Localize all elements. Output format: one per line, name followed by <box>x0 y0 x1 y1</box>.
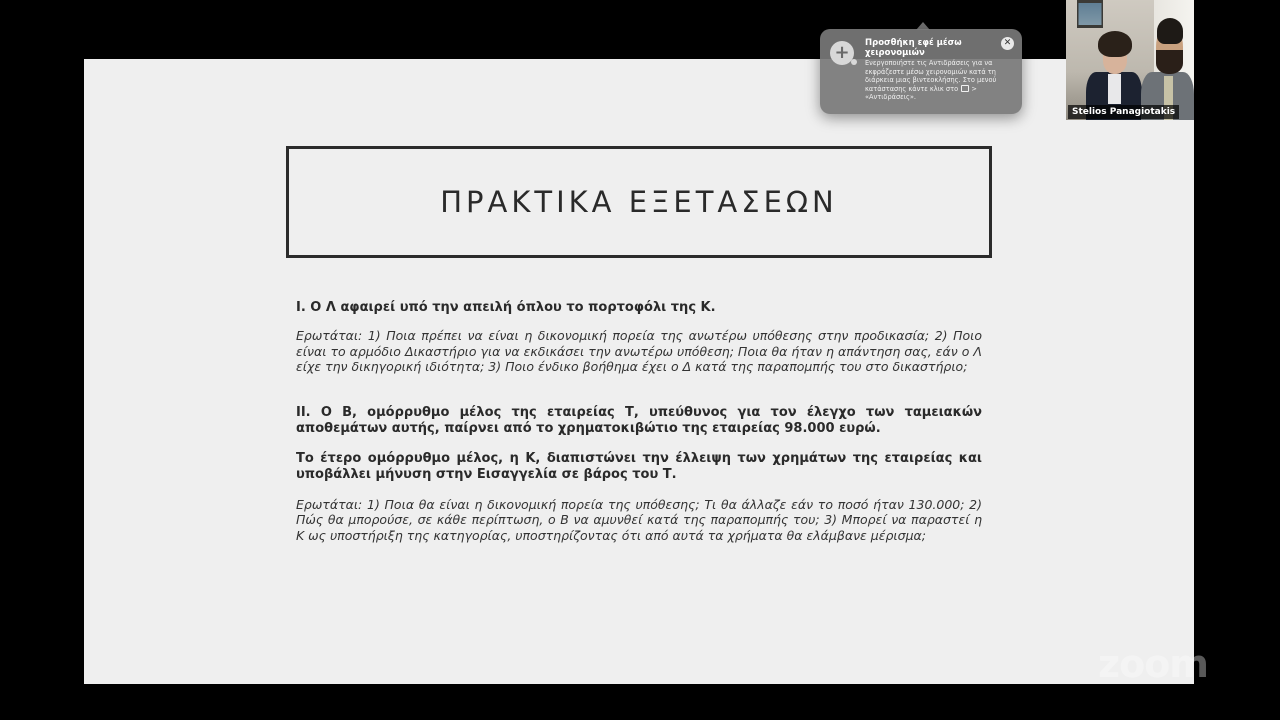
notification-body-text: Ενεργοποιήστε τις Αντιδράσεις για να εκφράζεστε μέσω χειρονομιών κατά τη διάρκεια μιας βιντεοκλήσης. Στο μενού κατάστασης κάντε κλικ στο <box>865 59 997 93</box>
case1-heading: I. Ο Λ αφαιρεί υπό την απειλή όπλου το πορτοφόλι της Κ. <box>296 300 716 315</box>
notification-title: Προσθήκη εφέ μέσω χειρονομιών <box>865 38 962 58</box>
case2-questions: Ερωτάται: 1) Ποια θα είναι η δικονομική πορεία της υπόθεσης; Τι θα άλλαζε εάν το ποσό ήταν 130.000; 2) Πώς θα μπορούσε, σε κάθε περίπτωση, ο Β να αμυνθεί κατά της παραπομπής του; 3) Μπορεί να παραστεί η Κ ως υποστήριξη της κατηγορίας, υποστηρίζοντας ότι από αυτά τα χρήματα θα ελάμβανε μέρισμα; <box>296 496 982 543</box>
participant-right-beard <box>1156 50 1183 74</box>
participant-left-collar <box>1108 74 1121 104</box>
participant-video-tile[interactable] <box>1066 0 1194 120</box>
notification-body <box>865 59 1015 102</box>
slide-title: ΠΡΑΚΤΙΚΑ ΕΞΕΤΑΣΕΩΝ <box>440 185 838 219</box>
participant-left-hair <box>1098 31 1132 57</box>
notification-body-suffix: > «Αντιδράσεις». <box>865 84 977 102</box>
presentation-slide <box>84 59 1194 684</box>
video-scene <box>1066 0 1194 120</box>
participant-right-hair <box>1157 18 1183 44</box>
gesture-reactions-notification[interactable] <box>820 29 1022 114</box>
wall-painting <box>1077 0 1103 28</box>
video-menu-icon <box>961 85 969 92</box>
case1-questions: Ερωτάται: 1) Ποια πρέπει να είναι η δικονομική πορεία της ανωτέρω υπόθεσης στην προδικασία; 2) Ποιο είναι το αρμόδιο Δικαστήριο για να εκδικάσει την ανωτέρω υπόθεση; Ποια θα ήταν η απάντηση σας, εάν ο Λ είχε την δικηγορική ιδιότητα; 3) Ποιο ένδικο βοήθημα έχει ο Δ κατά της παραπομπής του στο δικαστήριο; <box>296 328 982 374</box>
zoom-watermark: zoom <box>1098 642 1208 686</box>
case2-paragraph: Το έτερο ομόρρυθμο μέλος, η Κ, διαπιστώνει την έλλειψη των χρημάτων της εταιρείας και υποβάλλει μήνυση στην Εισαγγελία σε βάρος του Τ. <box>296 450 982 482</box>
slide-content <box>296 300 982 543</box>
close-icon[interactable]: ✕ <box>1001 37 1014 50</box>
gesture-icon-dot <box>851 59 857 65</box>
case2-heading: II. Ο Β, ομόρρυθμο μέλος της εταιρείας Τ, υπεύθυνος για τον έλεγχο των ταμειακών αποθεμάτων αυτής, παίρνει από το χρηματοκιβώτιο της εταιρείας 98.000 ευρώ. <box>296 404 982 436</box>
plus-gesture-icon: + <box>830 41 854 65</box>
participant-name-tag: Stelios Panagiotakis <box>1068 105 1179 119</box>
slide-title-box <box>286 146 992 258</box>
